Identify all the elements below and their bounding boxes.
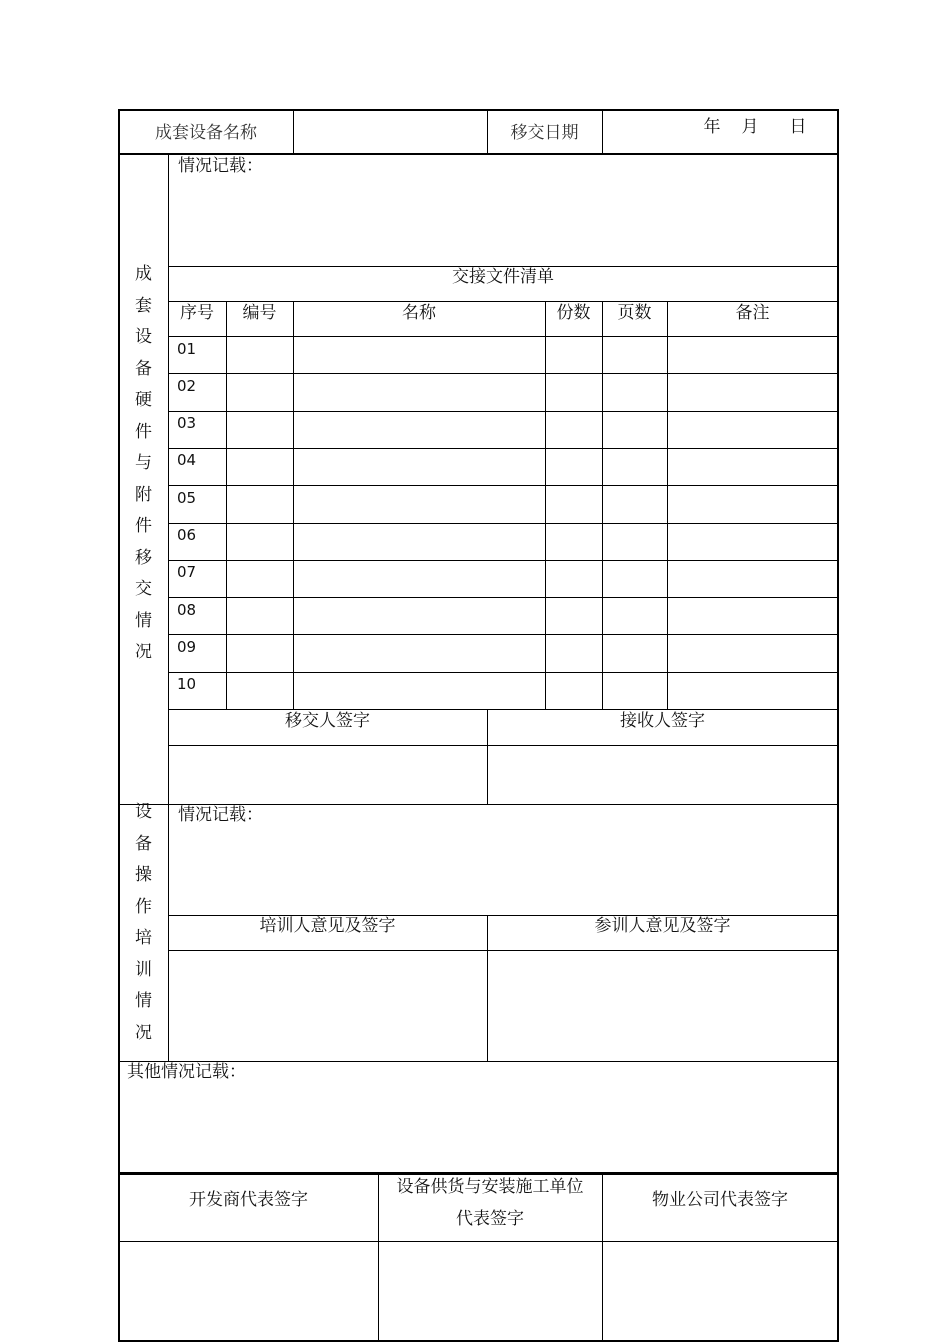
- section1-vertical-title-char: 交: [135, 579, 152, 599]
- file-list-cell[interactable]: [668, 374, 837, 409]
- equipment-name-label: 成套设备名称: [155, 122, 257, 143]
- file-list-cell[interactable]: [227, 673, 292, 708]
- row-seq-number: 02: [177, 376, 197, 395]
- file-list-cell[interactable]: [227, 635, 292, 670]
- section1-notes-input[interactable]: [169, 178, 837, 265]
- file-list-cell[interactable]: [227, 486, 292, 521]
- section2-vertical-title-char: 情: [135, 991, 152, 1011]
- developer-signature-area[interactable]: [120, 1242, 377, 1340]
- section2-notes-input[interactable]: [169, 827, 837, 914]
- file-list-cell[interactable]: [294, 412, 544, 447]
- section2-vertical-title-char: 培: [135, 928, 152, 948]
- section1-vertical-title-char: 成: [135, 264, 152, 284]
- file-list-cell[interactable]: [668, 449, 837, 484]
- section1-vertical-title-char: 移: [135, 547, 152, 568]
- file-list-cell[interactable]: [294, 337, 544, 372]
- col-header-pages: 页数: [617, 302, 652, 323]
- trainer-opinion-label: 培训人意见及签字: [259, 915, 396, 936]
- section2-vertical-title: [120, 804, 167, 1060]
- file-list-cell[interactable]: [668, 673, 837, 708]
- file-list-cell[interactable]: [668, 337, 837, 372]
- other-notes-label: 其他情况记载：: [127, 1061, 246, 1082]
- file-list-cell[interactable]: [546, 337, 601, 372]
- col-header-remarks: 备注: [735, 302, 770, 323]
- file-list-cell[interactable]: [546, 673, 601, 708]
- property-signature-area[interactable]: [603, 1242, 837, 1340]
- section1-vertical-title-char: 情: [135, 610, 152, 631]
- section2-vertical-title-char: 备: [135, 833, 152, 854]
- file-list-cell[interactable]: [603, 524, 666, 559]
- row-seq-number: 04: [177, 451, 197, 470]
- file-list-cell[interactable]: [668, 561, 837, 596]
- file-list-cell[interactable]: [546, 598, 601, 633]
- handover-sign-label: 移交人签字: [285, 710, 370, 731]
- section2-vertical-title-char: 操: [135, 865, 152, 885]
- file-list-cell[interactable]: [603, 337, 666, 372]
- table-rule: [118, 109, 839, 111]
- file-list-cell[interactable]: [227, 412, 292, 447]
- file-list-cell[interactable]: [668, 635, 837, 670]
- file-list-cell[interactable]: [603, 449, 666, 484]
- file-list-column-rule: [602, 301, 603, 710]
- file-list-cell[interactable]: [546, 449, 601, 484]
- row-seq-number: 07: [177, 563, 197, 582]
- supplier-signature-area[interactable]: [379, 1242, 601, 1340]
- col-header-copies: 份数: [556, 302, 591, 323]
- section2-vertical-title-char: 设: [135, 802, 152, 822]
- file-list-cell[interactable]: [294, 635, 544, 670]
- section1-notes-label: 情况记载：: [178, 155, 263, 176]
- file-list-cell[interactable]: [294, 598, 544, 633]
- section1-vertical-title-char: 件: [135, 516, 152, 536]
- trainee-signature-area[interactable]: [488, 951, 837, 1060]
- date-year-label: 年: [703, 116, 721, 137]
- developer-sign-label: 开发商代表签字: [189, 1189, 308, 1210]
- file-list-cell[interactable]: [668, 524, 837, 559]
- receiver-sign-label: 接收人签字: [620, 710, 705, 731]
- trainer-signature-area[interactable]: [169, 951, 486, 1060]
- file-list-cell[interactable]: [603, 374, 666, 409]
- section1-vertical-title-char: 备: [135, 358, 152, 379]
- receiver-signature-area[interactable]: [488, 746, 837, 803]
- trainee-opinion-label: 参训人意见及签字: [594, 915, 731, 936]
- row-seq-number: 05: [177, 488, 197, 507]
- section2-notes-label: 情况记载：: [178, 804, 263, 825]
- file-list-cell[interactable]: [227, 561, 292, 596]
- file-list-cell[interactable]: [603, 635, 666, 670]
- section1-vertical-title-char: 件: [135, 421, 152, 442]
- col-header-code: 编号: [242, 302, 277, 323]
- supplier-sign-label: 设备供货与安装施工单位代表签字: [396, 1177, 584, 1229]
- section2-vertical-title-char: 作: [135, 896, 152, 917]
- file-list-cell[interactable]: [546, 561, 601, 596]
- file-list-cell[interactable]: [227, 449, 292, 484]
- section2-vertical-title-char: 况: [135, 1022, 152, 1043]
- file-list-cell[interactable]: [603, 673, 666, 708]
- file-list-cell[interactable]: [294, 374, 544, 409]
- handover-signature-area[interactable]: [169, 746, 486, 803]
- file-list-column-rule: [667, 301, 668, 710]
- file-list-cell[interactable]: [546, 486, 601, 521]
- file-list-cell[interactable]: [546, 374, 601, 409]
- row-seq-number: 01: [177, 339, 197, 358]
- file-list-cell[interactable]: [227, 598, 292, 633]
- section1-vertical-title-char: 设: [135, 327, 152, 347]
- col-header-name: 名称: [402, 302, 436, 323]
- row-seq-number: 06: [177, 526, 197, 544]
- row-seq-number: 08: [177, 600, 197, 619]
- section2-vertical-title-char: 训: [135, 959, 152, 980]
- date-month-label: 月: [741, 116, 759, 137]
- file-list-cell[interactable]: [546, 412, 601, 447]
- file-list-cell[interactable]: [294, 449, 544, 484]
- section1-vertical-title-char: 与: [135, 453, 152, 473]
- col-header-seq: 序号: [180, 302, 214, 323]
- section1-vertical-title-char: 硬: [135, 390, 152, 410]
- file-list-cell[interactable]: [603, 486, 666, 521]
- section1-vertical-title-column: [135, 266, 152, 676]
- file-list-column-rule: [293, 301, 294, 710]
- equipment-name-input[interactable]: [294, 112, 486, 154]
- property-sign-label: 物业公司代表签字: [652, 1189, 788, 1210]
- file-list-cell[interactable]: [294, 524, 544, 559]
- transfer-date-input[interactable]: [603, 112, 837, 154]
- file-list-cell[interactable]: [668, 412, 837, 447]
- file-list-cell[interactable]: [227, 337, 292, 372]
- row-seq-number: 10: [177, 675, 197, 694]
- file-list-title: 交接文件清单: [452, 266, 554, 287]
- file-list-column-rule: [545, 301, 546, 710]
- transfer-date-label: 移交日期: [510, 122, 579, 143]
- section1-vertical-title-char: 附: [135, 484, 152, 505]
- file-list-cell[interactable]: [603, 561, 666, 596]
- section1-vertical-title-char: 况: [135, 642, 152, 662]
- section1-vertical-title-char: 套: [135, 295, 152, 316]
- section1-vertical-title: [120, 266, 167, 686]
- section2-vertical-title-column: [135, 804, 152, 1056]
- file-list-cell[interactable]: [603, 412, 666, 447]
- row-seq-number: 09: [177, 637, 197, 656]
- file-list-cell[interactable]: [546, 635, 601, 670]
- file-list-cell[interactable]: [294, 673, 544, 708]
- file-list-cell[interactable]: [294, 561, 544, 596]
- table-rule: [118, 1340, 839, 1342]
- file-list-cell[interactable]: [227, 374, 292, 409]
- file-list-cell[interactable]: [603, 598, 666, 633]
- file-list-cell[interactable]: [294, 486, 544, 521]
- other-notes-input[interactable]: [120, 1084, 837, 1172]
- file-list-cell[interactable]: [546, 524, 601, 559]
- date-day-label: 日: [789, 116, 807, 137]
- file-list-cell[interactable]: [668, 598, 837, 633]
- file-list-cell[interactable]: [668, 486, 837, 521]
- row-seq-number: 03: [177, 414, 197, 433]
- file-list-column-rule: [226, 301, 227, 710]
- file-list-cell[interactable]: [227, 524, 292, 559]
